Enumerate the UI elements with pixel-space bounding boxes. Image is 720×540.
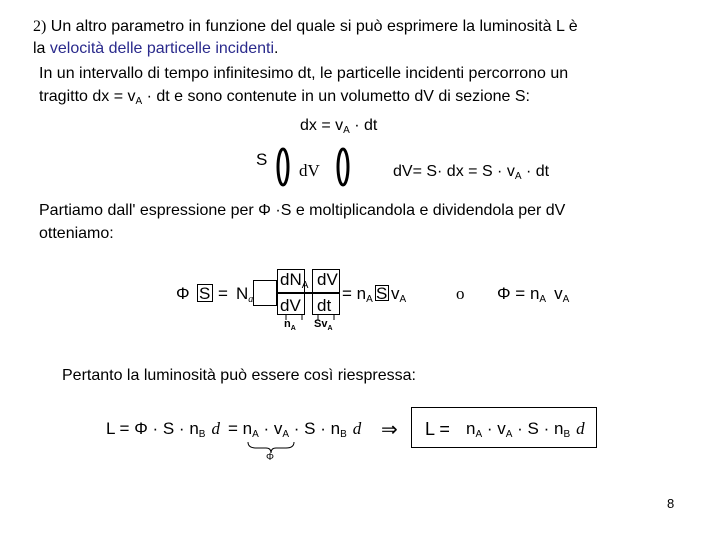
eq3-res-bsub: A (562, 294, 570, 305)
eq4-mid (228, 419, 361, 440)
eq3-br1-sub: A (290, 325, 296, 332)
eq3-or: o (456, 284, 465, 303)
eq4-box-l: L = (425, 419, 450, 439)
eq3-n (236, 284, 253, 305)
eq1-sub: A (343, 125, 350, 136)
eq4-mid-sub2: A (282, 429, 290, 440)
intro-text-1: Un altro parametro in funzione del quale si può esprimere la luminosità L è (50, 18, 578, 35)
eq3-br2-text: Sv (314, 318, 328, 330)
eq3-den1: dV (280, 296, 301, 315)
eq3-box-left (277, 269, 305, 315)
cylinder-left-ellipse (278, 149, 288, 185)
eq2-b: · dt (521, 163, 550, 180)
eq3-res-a: Φ = n (497, 284, 540, 303)
eq3-num1-text: dN (280, 270, 302, 289)
eq4-lhs-d: d (211, 419, 220, 438)
eq4-brace-phi: Φ (266, 452, 274, 463)
eq3-br1-text: n (284, 318, 291, 330)
eq2-a: dV= S· dx = S · v (393, 163, 515, 180)
eq3-box-na (253, 280, 277, 306)
para2-line-1: Partiamo dall' espressione per Φ ·S e moltiplicandola e dividendola per dV (39, 202, 566, 219)
eq4-box-v: · v (482, 419, 506, 438)
intro-line-3: In un intervallo di tempo infinitesimo dt, le particelle incidenti percorrono un (39, 65, 569, 82)
eq4-box-d: d (576, 419, 585, 438)
eq4-mid-v: · v (258, 419, 283, 438)
intro-line-4 (39, 87, 530, 112)
eq4-mid-sub1: A (252, 429, 259, 440)
eq4-box-expr (466, 419, 585, 440)
eq3-phi: Φ (176, 284, 190, 303)
eq3-rhs-c (391, 284, 406, 305)
highlight-velocity: velocità delle particelle incidenti (49, 40, 275, 57)
equation-dx (300, 117, 377, 136)
eq4-box-sub1: A (475, 429, 483, 440)
eq3-eq: = (218, 284, 228, 303)
intro-line-1 (33, 17, 578, 37)
eq4-box-n: n (466, 419, 476, 438)
section-label: S (256, 150, 268, 169)
eq2-sub: A (514, 171, 522, 182)
eq4-box-sub2: A (505, 429, 513, 440)
intro-text-2a: la (33, 40, 50, 57)
eq3-rhs-a: = n (342, 284, 367, 303)
eq3-res-b: v (554, 284, 563, 303)
eq4-lhs-sub: B (198, 429, 206, 440)
volume-label: dV (299, 161, 320, 180)
intro-line-2 (33, 39, 278, 59)
intro-text-4b: · dt e sono contenute in un volumetto dV di sezione S: (142, 88, 530, 105)
eq3-brace-1 (284, 318, 296, 332)
eq4-mid-a: = n (228, 419, 253, 438)
item-number: 2) (33, 18, 47, 35)
eq4-mid-sub3: B (340, 429, 347, 440)
eq3-box-right (312, 269, 340, 315)
eq3-num1-sub: A (301, 280, 309, 291)
eq3-n-sub: a (248, 294, 254, 305)
page-number: 8 (667, 496, 675, 511)
eq3-rhs (342, 284, 373, 305)
eq3-rhs-c-text: v (391, 284, 400, 303)
implies-arrow-icon: ⇒ (381, 419, 398, 441)
eq3-br2-sub: A (327, 325, 333, 332)
intro-text-4sub: A (135, 96, 143, 107)
intro-text-2c: . (274, 40, 279, 57)
eq3-s: S (199, 284, 211, 303)
eq3-brace-2 (314, 318, 333, 332)
eq3-rhs-b: S (376, 284, 388, 303)
eq1-a: dx = v (300, 117, 344, 134)
equation-dV (393, 163, 549, 182)
para3: Pertanto la luminosità può essere così riespressa: (62, 367, 416, 384)
eq3-rhs-c-sub: A (399, 294, 407, 305)
eq1-b: · dt (349, 117, 378, 134)
eq3-den2: dt (317, 296, 332, 315)
eq4-lhs (106, 419, 220, 440)
eq3-res-sub: A (539, 294, 547, 305)
eq3-num2: dV (317, 270, 338, 289)
eq3-rhs-sub: A (366, 294, 373, 305)
eq4-box-sub3: B (563, 429, 571, 440)
eq4-lhs-text: L = Φ · S · n (106, 419, 199, 438)
eq3-n-text: N (236, 284, 249, 303)
intro-text-4a: tragitto dx = v (39, 88, 136, 105)
para2-line-2: otteniamo: (39, 225, 114, 242)
eq4-box-rest: · S · n (512, 419, 564, 438)
eq4-mid-d: d (352, 419, 362, 438)
eq4-mid-rest: · S · n (289, 419, 341, 438)
eq3-result (497, 284, 569, 305)
cylinder-right-ellipse (338, 149, 348, 185)
